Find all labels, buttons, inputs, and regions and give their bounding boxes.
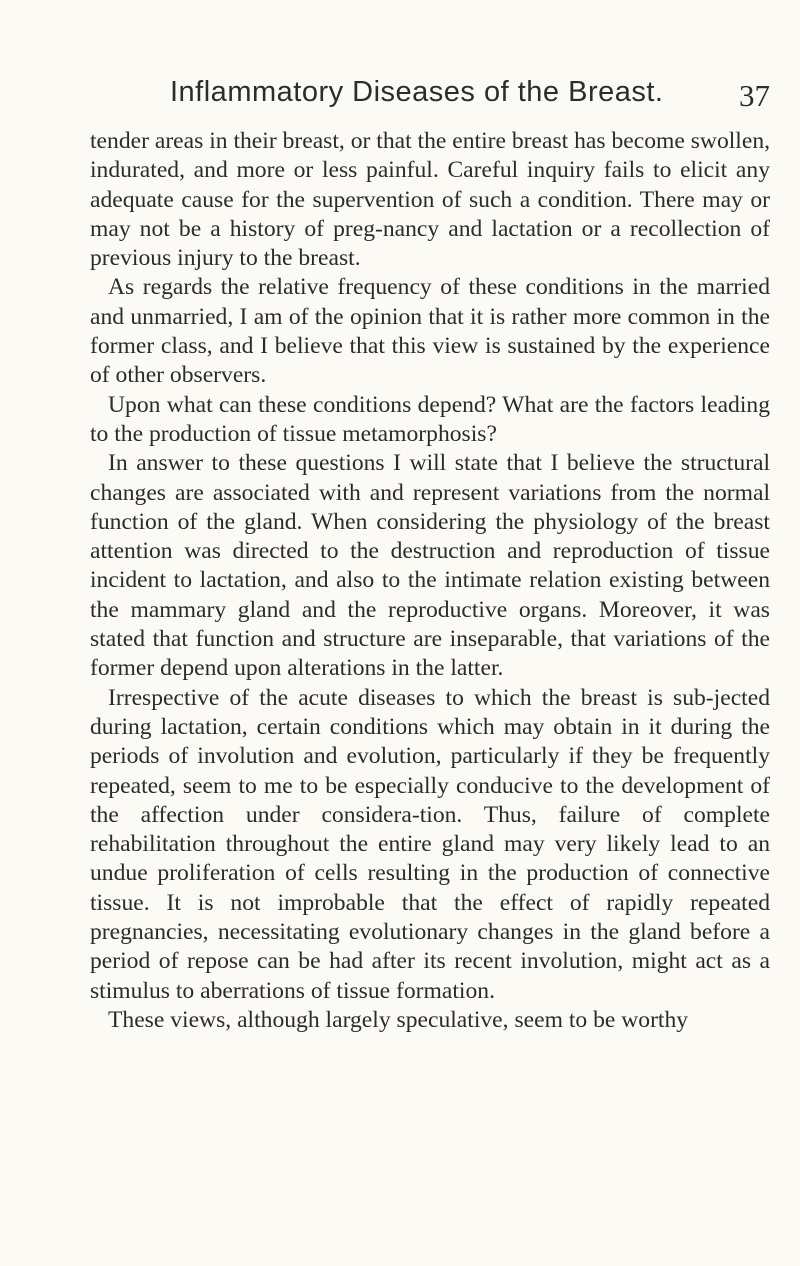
page-number: 37: [739, 78, 770, 113]
paragraph-continued: tender areas in their breast, or that the entire breast has become swollen, indurated, and more or less painful. Careful inquiry fails to elicit any adequate cause for the supervention of such a condition. There may or may not be a history of preg-nancy and lactation or a recollection of previous injury to the breast.: [90, 128, 771, 272]
paragraph-irrespective: Irrespective of the acute diseases to which the breast is sub-jected during lactation, certain conditions which may obtain in it during the periods of involution and evolution, particularly if they be frequently repeated, seem to me to be especially conducive to the development of the affection under considera-tion. Thus, failure of complete rehabilitation throughout the entire gland may very likely lead to an undue proliferation of cells resulting in the production of connective tissue. It is not improbable that the effect of rapidly repeated pregnancies, necessitating evolutionary changes in the gland before a period of repose can be had after its recent involution, might act as a stimulus to aberrations of tissue formation.: [90, 684, 770, 1004]
paragraph-relative-frequency: As regards the relative frequency of these conditions in the married and unmarried, I am of the opinion that it is rather more common in the former class, and I believe that this view is sustained by the experience of other observers.: [90, 274, 770, 389]
paragraph-questions: Upon what can these conditions depend? What are the factors leading to the production of tissue metamorphosis?: [90, 391, 770, 447]
paragraph-answer: In answer to these questions I will state that I believe the structural changes are associated with and represent variations from the normal function of the gland. When considering the physiology of the breast attention was directed to the destruction and reproduction of tissue incident to lactation, and also to the intimate relation existing between the mammary gland and the reproductive organs. Moreover, it was stated that function and structure are inseparable, that variations of the former depend upon alterations in the latter.: [90, 450, 770, 682]
body-text: [90, 127, 770, 1035]
paragraph-these-views: These views, although largely speculative, seem to be worthy: [108, 1006, 689, 1033]
running-title: Inflammatory Diseases of the Breast.: [170, 76, 664, 108]
page-header: [90, 76, 770, 116]
